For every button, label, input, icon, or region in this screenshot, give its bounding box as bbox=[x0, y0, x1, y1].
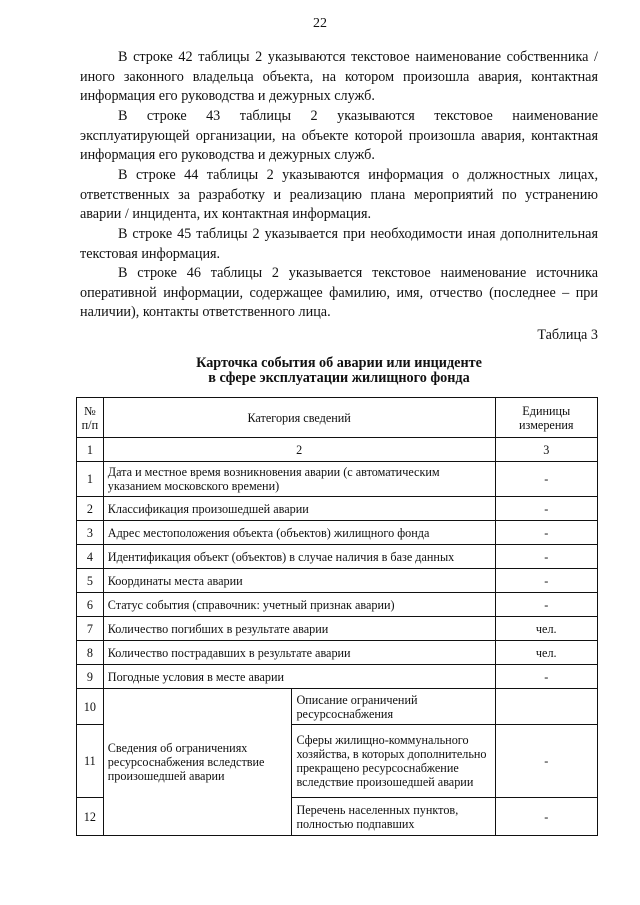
row-number: 9 bbox=[77, 665, 104, 689]
table-row bbox=[77, 521, 598, 545]
page-number: 22 bbox=[313, 16, 327, 31]
row-text: Статус события (справочник: учетный признак аварии) bbox=[103, 593, 495, 617]
paragraph-row-46: В строке 46 таблицы 2 указывается текстовое наименование источника оперативной информации, содержащее фамилию, имя, отчество (последнее – при наличии), контакты ответственного лица. bbox=[80, 265, 598, 321]
row-unit: - bbox=[495, 725, 597, 798]
table-title bbox=[80, 356, 598, 386]
row-number: 8 bbox=[77, 641, 104, 665]
row-number: 10 bbox=[77, 689, 104, 725]
row-number: 11 bbox=[77, 725, 104, 798]
row-unit bbox=[495, 689, 597, 725]
row-text: Адрес местоположения объекта (объектов) жилищного фонда bbox=[103, 521, 495, 545]
table-row bbox=[77, 665, 598, 689]
row-text: Перечень населенных пунктов, полностью подпавших bbox=[292, 798, 495, 836]
row-number: 4 bbox=[77, 545, 104, 569]
row-number: 5 bbox=[77, 569, 104, 593]
table-row bbox=[77, 593, 598, 617]
paragraph-row-45: В строке 45 таблицы 2 указывается при необходимости иная дополнительная текстовая информация. bbox=[80, 226, 598, 262]
table-row-group bbox=[77, 689, 598, 725]
index-cell-1: 1 bbox=[77, 438, 104, 462]
table-title-line1: Карточка события об аварии или инциденте bbox=[196, 355, 482, 371]
row-text: Сферы жилищно-коммунального хозяйства, в которых дополнительно прекращено ресурсоснабжение вследствие произошедшей аварии bbox=[292, 725, 495, 798]
row-text: Классификация произошедшей аварии bbox=[103, 497, 495, 521]
header-num: № п/п bbox=[77, 398, 104, 438]
table-row bbox=[77, 497, 598, 521]
table-header-row bbox=[77, 398, 598, 438]
row-text: Описание ограничений ресурсоснабжения bbox=[292, 689, 495, 725]
row-unit: - bbox=[495, 521, 597, 545]
row-text: Количество погибших в результате аварии bbox=[103, 617, 495, 641]
row-text: Координаты места аварии bbox=[103, 569, 495, 593]
row-unit: - bbox=[495, 497, 597, 521]
event-card-table bbox=[76, 397, 598, 836]
row-unit: чел. bbox=[495, 617, 597, 641]
row-unit: - bbox=[495, 462, 597, 497]
table-index-row bbox=[77, 438, 598, 462]
row-unit: - bbox=[495, 569, 597, 593]
row-text: Количество пострадавших в результате аварии bbox=[103, 641, 495, 665]
paragraph-row-43: В строке 43 таблицы 2 указываются текстовое наименование эксплуатирующей организации, на объекте которой произошла авария, контактная информация его руководства и дежурных служб. bbox=[80, 108, 598, 164]
row-unit: - bbox=[495, 593, 597, 617]
row-unit: - bbox=[495, 798, 597, 836]
row-number: 2 bbox=[77, 497, 104, 521]
row-number: 6 bbox=[77, 593, 104, 617]
table-label: Таблица 3 bbox=[537, 327, 598, 343]
row-text: Дата и местное время возникновения аварии (с автоматическим указанием московского времени) bbox=[103, 462, 495, 497]
row-number: 1 bbox=[77, 462, 104, 497]
row-unit: чел. bbox=[495, 641, 597, 665]
table-title-line2: в сфере эксплуатации жилищного фонда bbox=[208, 370, 470, 386]
index-cell-2: 2 bbox=[103, 438, 495, 462]
table-row bbox=[77, 617, 598, 641]
index-cell-3: 3 bbox=[495, 438, 597, 462]
group-label: Сведения об ограничениях ресурсоснабжения вследствие произошедшей аварии bbox=[103, 689, 292, 836]
header-category: Категория сведений bbox=[103, 398, 495, 438]
table-row bbox=[77, 641, 598, 665]
row-number: 3 bbox=[77, 521, 104, 545]
table-row bbox=[77, 569, 598, 593]
table-row bbox=[77, 545, 598, 569]
row-text: Погодные условия в месте аварии bbox=[103, 665, 495, 689]
paragraph-row-44: В строке 44 таблицы 2 указываются информация о должностных лицах, ответственных за разработку и реализацию плана мероприятий по устранению аварии / инцидента, их контактная информация. bbox=[80, 167, 598, 223]
paragraph-row-42: В строке 42 таблицы 2 указываются текстовое наименование собственника / иного законного владельца объекта, на котором произошла авария, контактная информация его руководства и дежурных служб. bbox=[80, 49, 598, 105]
row-text: Идентификация объект (объектов) в случае наличия в базе данных bbox=[103, 545, 495, 569]
row-unit: - bbox=[495, 545, 597, 569]
row-number: 7 bbox=[77, 617, 104, 641]
table-row bbox=[77, 462, 598, 497]
header-unit: Единицы измерения bbox=[495, 398, 597, 438]
row-number: 12 bbox=[77, 798, 104, 836]
row-unit: - bbox=[495, 665, 597, 689]
